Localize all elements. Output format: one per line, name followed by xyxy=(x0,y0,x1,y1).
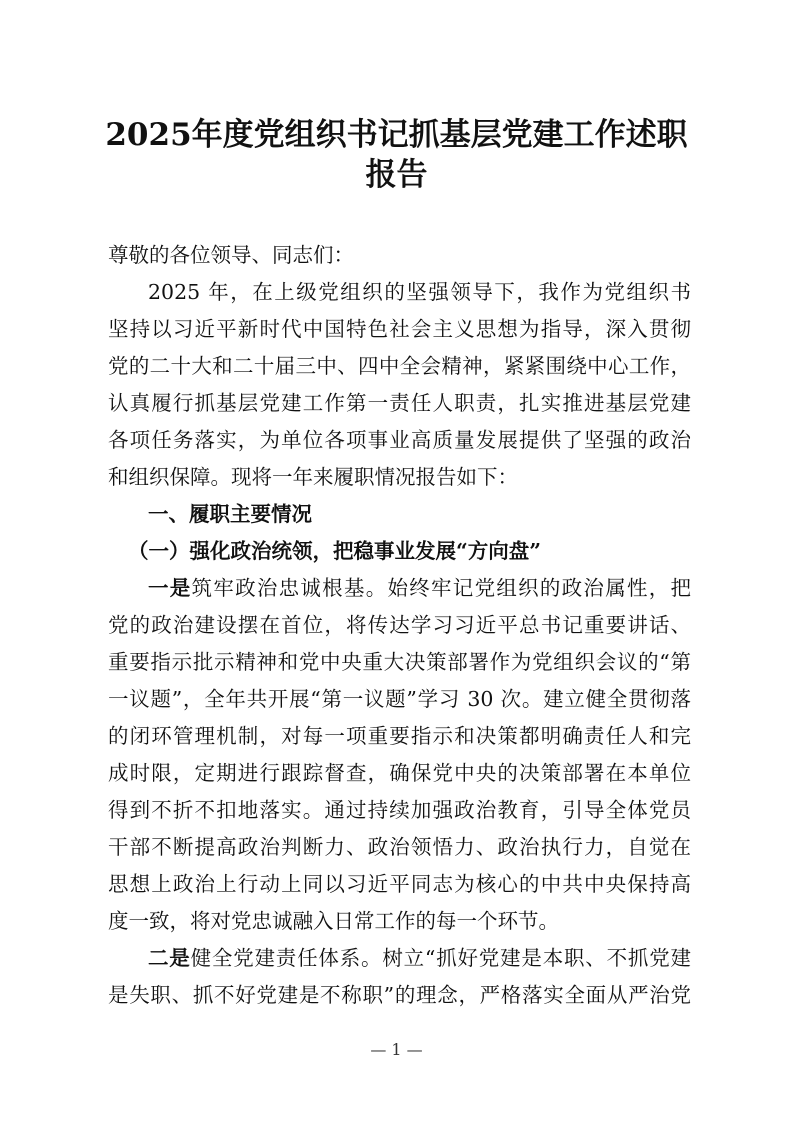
paragraph-line: 各项任务落实，为单位各项事业高质量发展提供了坚强的政治 xyxy=(108,428,691,452)
paragraph-line: 坚持以习近平新时代中国特色社会主义思想为指导，深入贯彻 xyxy=(108,317,691,341)
subsection-heading: （一）强化政治统领，把稳事业发展“方向盘” xyxy=(128,539,542,563)
paragraph-line: 党的二十大和二十届三中、四中全会精神，紧紧围绕中心工作， xyxy=(108,354,691,378)
section-heading: 一、履职主要情况 xyxy=(148,502,312,526)
paragraph-line: 成时限，定期进行跟踪督查，确保党中央的决策部署在本单位 xyxy=(108,761,691,785)
paragraph-line: 得到不折不扣地落实。通过持续加强政治教育，引导全体党员 xyxy=(108,798,691,822)
paragraph-line: 和组织保障。现将一年来履职情况报告如下： xyxy=(108,465,518,489)
paragraph-line: 2025 年，在上级党组织的坚强领导下，我作为党组织书 xyxy=(148,280,691,304)
paragraph-line xyxy=(108,940,691,977)
salutation: 尊敬的各位领导、同志们： xyxy=(108,243,354,267)
paragraph-lead: 一是 xyxy=(148,576,192,600)
paragraph-line: 度一致，将对党忠诚融入日常工作的每一个环节。 xyxy=(108,909,559,933)
paragraph-line: 一议题”，全年共开展“第一议题”学习 30 次。建立健全贯彻落 xyxy=(108,687,691,711)
paragraph-line: 重要指示批示精神和党中央重大决策部署作为党组织会议的“第 xyxy=(108,650,691,674)
document-title-line-2: 报告 xyxy=(365,157,428,193)
paragraph-line: 干部不断提高政治判断力、政治领悟力、政治执行力，自觉在 xyxy=(108,835,691,859)
paragraph-line: 党的政治建设摆在首位，将传达学习习近平总书记重要讲话、 xyxy=(108,613,691,637)
paragraph-text: 筑牢政治忠诚根基。始终牢记党组织的政治属性，把 xyxy=(191,576,691,600)
paragraph-line xyxy=(108,570,691,607)
paragraph-lead: 二是 xyxy=(148,946,191,970)
paragraph-line: 思想上政治上行动上同以习近平同志为核心的中共中央保持高 xyxy=(108,872,691,896)
paragraph-text: 健全党建责任体系。树立“抓好党建是本职、不抓党建 xyxy=(190,946,691,970)
page-number: — 1 — xyxy=(370,1040,423,1059)
document-title-line-1: 2025年度党组织书记抓基层党建工作述职 xyxy=(105,117,688,153)
document-body xyxy=(108,237,691,1014)
paragraph-line: 的闭环管理机制，对每一项重要指示和决策都明确责任人和完 xyxy=(108,724,691,748)
paragraph-line: 认真履行抓基层党建工作第一责任人职责，扎实推进基层党建 xyxy=(108,391,691,415)
paragraph-line: 是失职、抓不好党建是不称职”的理念，严格落实全面从严治党 xyxy=(108,983,691,1007)
